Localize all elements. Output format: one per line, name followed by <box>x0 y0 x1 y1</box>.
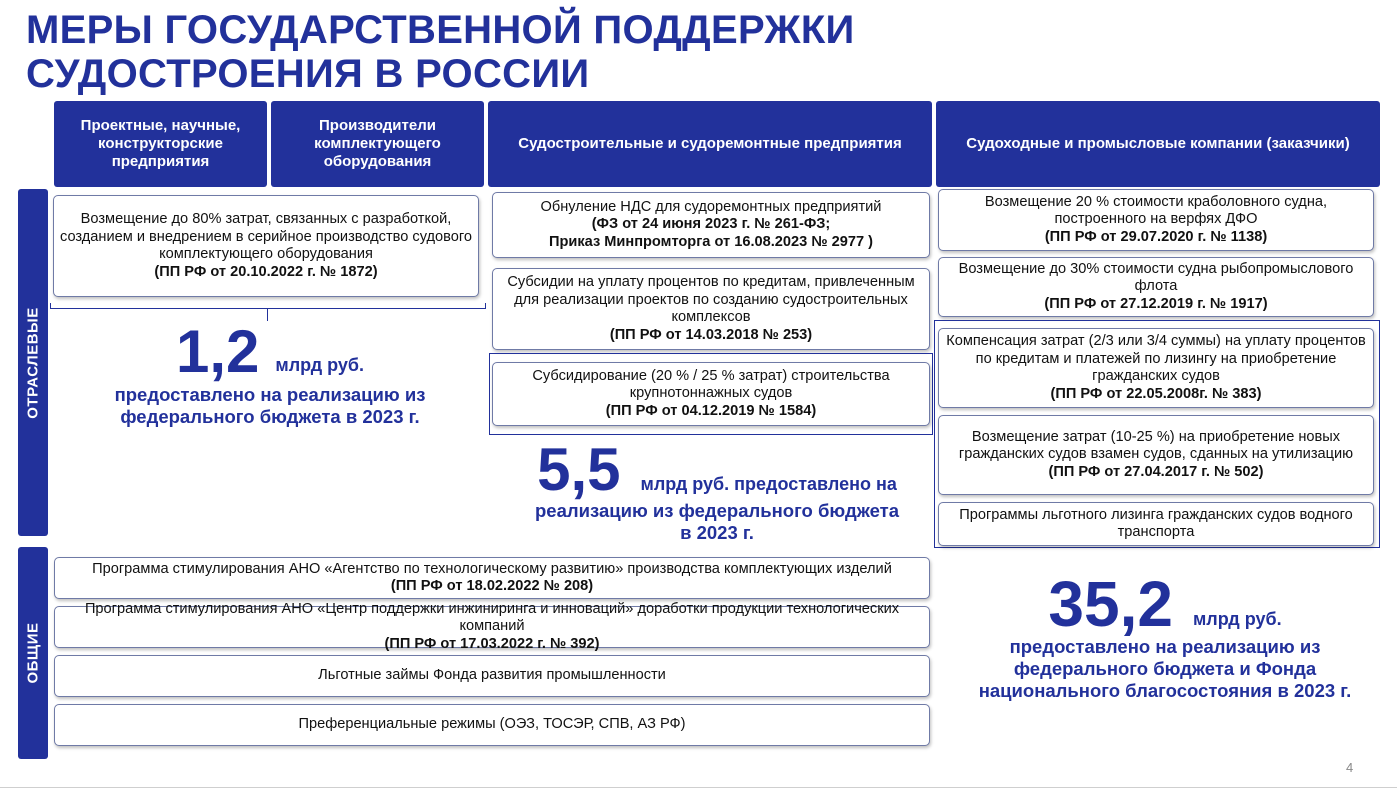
measure-text: Возмещение затрат (10-25 %) на приобретение новых гражданских судов взамен судов, сданных на утилизацию <box>958 428 1354 463</box>
general-measure-item <box>54 655 930 697</box>
stat-value: 35,2 <box>1048 568 1173 640</box>
header-shipping-companies <box>936 101 1380 187</box>
general-measure-item <box>54 704 930 746</box>
header-shipping-label: Судоходные и промысловые компании (заказчики) <box>966 135 1350 152</box>
measure-card-preferential-leasing <box>938 502 1374 546</box>
measure-ref: (ФЗ от 24 июня 2023 г. № 261-ФЗ; <box>591 216 831 233</box>
header-design-enterprises <box>54 101 267 187</box>
measure-ref: (ПП РФ от 22.05.2008г. № 383) <box>1050 385 1262 402</box>
measure-card-leasing-compensation <box>938 328 1374 408</box>
stat-value: 1,2 <box>175 318 260 385</box>
measure-text: Обнуление НДС для судоремонтных предприятий <box>540 198 882 215</box>
measure-ref: (ПП РФ от 27.12.2019 г. № 1917) <box>1044 295 1268 312</box>
measure-ref: (ПП РФ от 17.03.2022 г. № 392) <box>384 635 600 652</box>
measure-text: Программа стимулирования АНО «Центр поддержки инжиниринга и инноваций» доработки продукции технологических компаний <box>84 600 900 635</box>
measure-ref: (ПП РФ от 27.04.2017 г. № 502) <box>1048 463 1264 480</box>
stat-caption: предоставлено на реализацию из федерального бюджета и Фонда национального благосостояния в 2023 г. <box>978 636 1352 701</box>
side-label-general-text: ОБЩИЕ <box>24 622 42 684</box>
page-number: 4 <box>1346 760 1354 775</box>
measure-ref: (ПП РФ от 29.07.2020 г. № 1138) <box>1044 228 1268 245</box>
measure-ref: Приказ Минпромторга от 16.08.2023 № 2977 ) <box>548 233 874 250</box>
header-component-makers <box>271 101 484 187</box>
measure-ref: (ПП РФ от 20.10.2022 г. № 1872) <box>154 263 378 280</box>
header-shipbuilding-label: Судостроительные и судоремонтные предприятия <box>518 135 902 152</box>
page-title-line2: СУДОСТРОЕНИЯ В РОССИИ <box>26 52 590 96</box>
stat-sectoral-shipping <box>945 568 1385 702</box>
header-design-label: Проектные, научные, конструкторские предприятия <box>80 117 241 170</box>
measure-text: Субсидирование (20 % / 25 % затрат) строительства крупнотоннажных судов <box>532 367 890 402</box>
measure-text: Льготные займы Фонда развития промышленности <box>318 667 666 684</box>
measure-text: Программы льготного лизинга гражданских судов водного транспорта <box>959 506 1353 540</box>
measure-text: Преференциальные режимы (ОЭЗ, ТОСЭР, СПВ, АЗ РФ) <box>298 716 686 733</box>
measure-ref: (ПП РФ от 14.03.2018 № 253) <box>609 326 813 343</box>
stat-sectoral-design <box>80 318 460 428</box>
measure-card-component-rnd <box>53 195 479 297</box>
side-label-sectoral <box>18 189 48 536</box>
measure-text: Компенсация затрат (2/3 или 3/4 суммы) на уплату процентов по кредитам и платежей по лизингу на приобретение гражданских судов <box>946 333 1366 384</box>
measure-text: Возмещение 20 % стоимости краболовного судна, построенного на верфях ДФО <box>984 193 1328 228</box>
measure-card-crab-vessel <box>938 189 1374 251</box>
measure-text: Программа стимулирования АНО «Агентство по технологическому развитию» производства комплектующих изделий <box>92 560 892 577</box>
measure-text: Возмещение до 30% стоимости судна рыбопромыслового флота <box>958 260 1354 295</box>
measure-ref: (ПП РФ от 18.02.2022 № 208) <box>390 578 594 594</box>
measure-text: Субсидии на уплату процентов по кредитам, привлеченным для реализации проектов по созданию судостроительных комплексов <box>507 274 915 325</box>
stat-unit: млрд руб. предоставлено на <box>640 474 897 494</box>
measure-card-loan-interest-subsidy <box>492 268 930 350</box>
stat-unit: млрд руб. <box>1192 609 1282 629</box>
footer-divider <box>0 787 1397 788</box>
bracket-tick <box>267 309 268 321</box>
page-title <box>26 8 855 96</box>
measure-card-large-ships-subsidy <box>492 362 930 426</box>
measure-card-vat-zero <box>492 192 930 258</box>
stat-caption: реализацию из федерального бюджета в 2023 г. <box>535 500 899 543</box>
general-measure-item <box>54 600 930 652</box>
measure-card-fishing-fleet <box>938 257 1374 317</box>
side-label-sectoral-text: ОТРАСЛЕВЫЕ <box>24 306 42 419</box>
bracket <box>50 303 486 309</box>
side-label-general <box>18 547 48 759</box>
stat-sectoral-shipbuilding <box>500 436 934 544</box>
measure-text: Возмещение до 80% затрат, связанных с разработкой, созданием и внедрением в серийное производство судового комплектующего оборудования <box>60 211 472 262</box>
page-title-line1: МЕРЫ ГОСУДАРСТВЕННОЙ ПОДДЕРЖКИ <box>26 8 855 52</box>
stat-caption: предоставлено на реализацию из федерального бюджета в 2023 г. <box>114 384 426 427</box>
stat-unit: млрд руб. <box>275 355 365 375</box>
header-shipbuilding <box>488 101 932 187</box>
general-measure-item <box>54 557 930 599</box>
measure-ref: (ПП РФ от 04.12.2019 № 1584) <box>605 402 817 419</box>
measure-card-fleet-renewal <box>938 415 1374 495</box>
stat-value: 5,5 <box>537 436 621 503</box>
header-components-label: Производители комплектующего оборудования <box>314 117 441 170</box>
